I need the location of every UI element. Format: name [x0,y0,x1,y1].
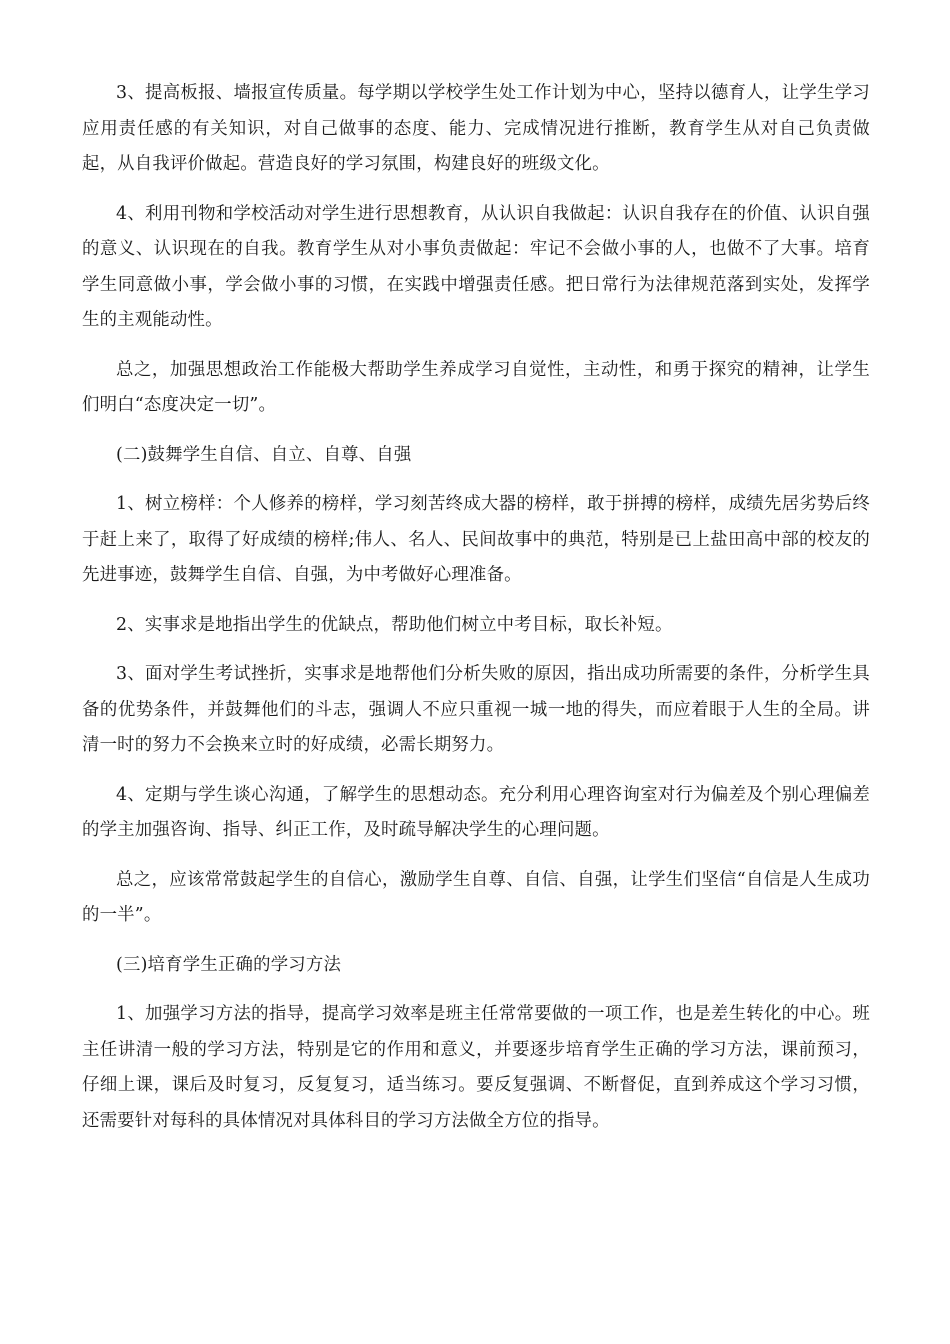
paragraph: 1、树立榜样：个人修养的榜样，学习刻苦终成大器的榜样，敢于拼搏的榜样，成绩先居劣势后终于赶上来了，取得了好成绩的榜样;伟人、名人、民间故事中的典范，特别是已上盐田高中部的校友的先进事迹，鼓舞学生自信、自强，为中考做好心理准备。 [82,494,870,585]
paragraph: 4、定期与学生谈心沟通，了解学生的思想动态。充分利用心理咨询室对行为偏差及个别心理偏差的学主加强咨询、指导、纠正工作，及时疏导解决学生的心理问题。 [82,784,870,840]
paragraph: 1、加强学习方法的指导，提高学习效率是班主任常常要做的一项工作，也是差生转化的中心。班主任讲清一般的学习方法，特别是它的作用和意义，并要逐步培育学生正确的学习方法，课前预习，仔细上课，课后及时复习，反复复习，适当练习。要反复强调、不断督促，直到养成这个学习习惯，还需要针对每科的具体情况对具体科目的学习方法做全方位的指导。 [82,1004,870,1131]
paragraph: 3、提高板报、墙报宣传质量。每学期以学校学生处工作计划为中心，坚持以德育人，让学生学习应用责任感的有关知识，对自己做事的态度、能力、完成情况进行推断，教育学生从对自己负责做起，从自我评价做起。营造良好的学习氛围，构建良好的班级文化。 [82,83,870,174]
paragraph: 4、利用刊物和学校活动对学生进行思想教育，从认识自我做起：认识自我存在的价值、认识自强的意义、认识现在的自我。教育学生从对小事负责做起：牢记不会做小事的人，也做不了大事。培育学生同意做小事，学会做小事的习惯，在实践中增强责任感。把日常行为法律规范落到实处，发挥学生的主观能动性。 [82,203,870,330]
paragraph: 3、面对学生考试挫折，实事求是地帮他们分析失败的原因，指出成功所需要的条件，分析学生具备的优势条件，并鼓舞他们的斗志，强调人不应只重视一城一地的得失，而应着眼于人生的全局。讲清一时的努力不会换来立时的好成绩，必需长期努力。 [82,664,870,755]
paragraph: 2、实事求是地指出学生的优缺点，帮助他们树立中考目标，取长补短。 [116,614,673,635]
section-heading: (三)培育学生正确的学习方法 [116,954,342,975]
paragraph: 总之，应该常常鼓起学生的自信心，激励学生自尊、自信、自强，让学生们坚信“自信是人生成功的一半”。 [82,869,870,925]
document-body [82,76,870,1153]
section-heading: (二)鼓舞学生自信、自立、自尊、自强 [116,444,412,465]
paragraph: 总之，加强思想政治工作能极大帮助学生养成学习自觉性，主动性，和勇于探究的精神，让学生们明白“态度决定一切”。 [82,359,870,415]
